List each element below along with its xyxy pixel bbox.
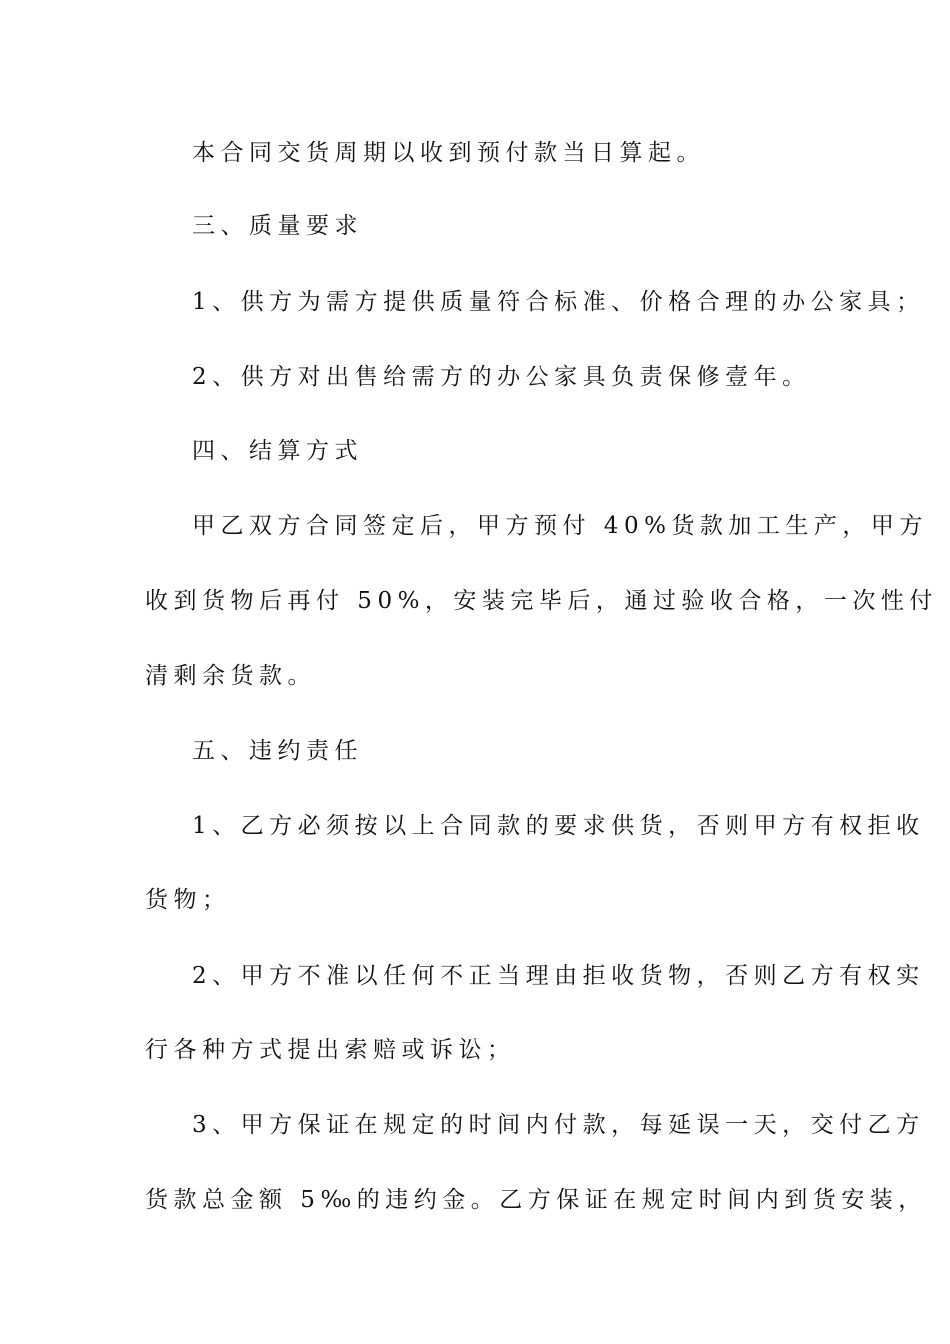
paragraph-line: 本合同交货周期以收到预付款当日算起。 <box>192 140 705 166</box>
paragraph-line: 1、乙方必须按以上合同款的要求供货，否则甲方有权拒收 <box>192 813 925 839</box>
paragraph-line: 清剩余货款。 <box>145 663 316 689</box>
paragraph-line: 行各种方式提出索赔或诉讼； <box>145 1037 516 1063</box>
paragraph-line: 2、供方对出售给需方的办公家具负责保修壹年。 <box>192 364 811 390</box>
section-heading-liability: 五、违约责任 <box>192 738 363 764</box>
paragraph-line: 甲乙双方合同签定后，甲方预付 40%货款加工生产，甲方 <box>192 513 928 539</box>
paragraph-line: 3、甲方保证在规定的时间内付款，每延误一天，交付乙方 <box>192 1112 925 1138</box>
paragraph-line: 收到货物后再付 50%，安装完毕后，通过验收合格，一次性付 <box>145 588 938 614</box>
paragraph-line: 2、甲方不准以任何不正当理由拒收货物，否则乙方有权实 <box>192 963 925 989</box>
section-heading-settlement: 四、结算方式 <box>192 438 363 464</box>
paragraph-line: 货款总金额 5‰的违约金。乙方保证在规定时间内到货安装， <box>145 1187 927 1213</box>
paragraph-line: 货物； <box>145 887 231 913</box>
paragraph-line: 1、供方为需方提供质量符合标准、价格合理的办公家具； <box>192 289 925 315</box>
section-heading-quality: 三、质量要求 <box>192 213 363 239</box>
